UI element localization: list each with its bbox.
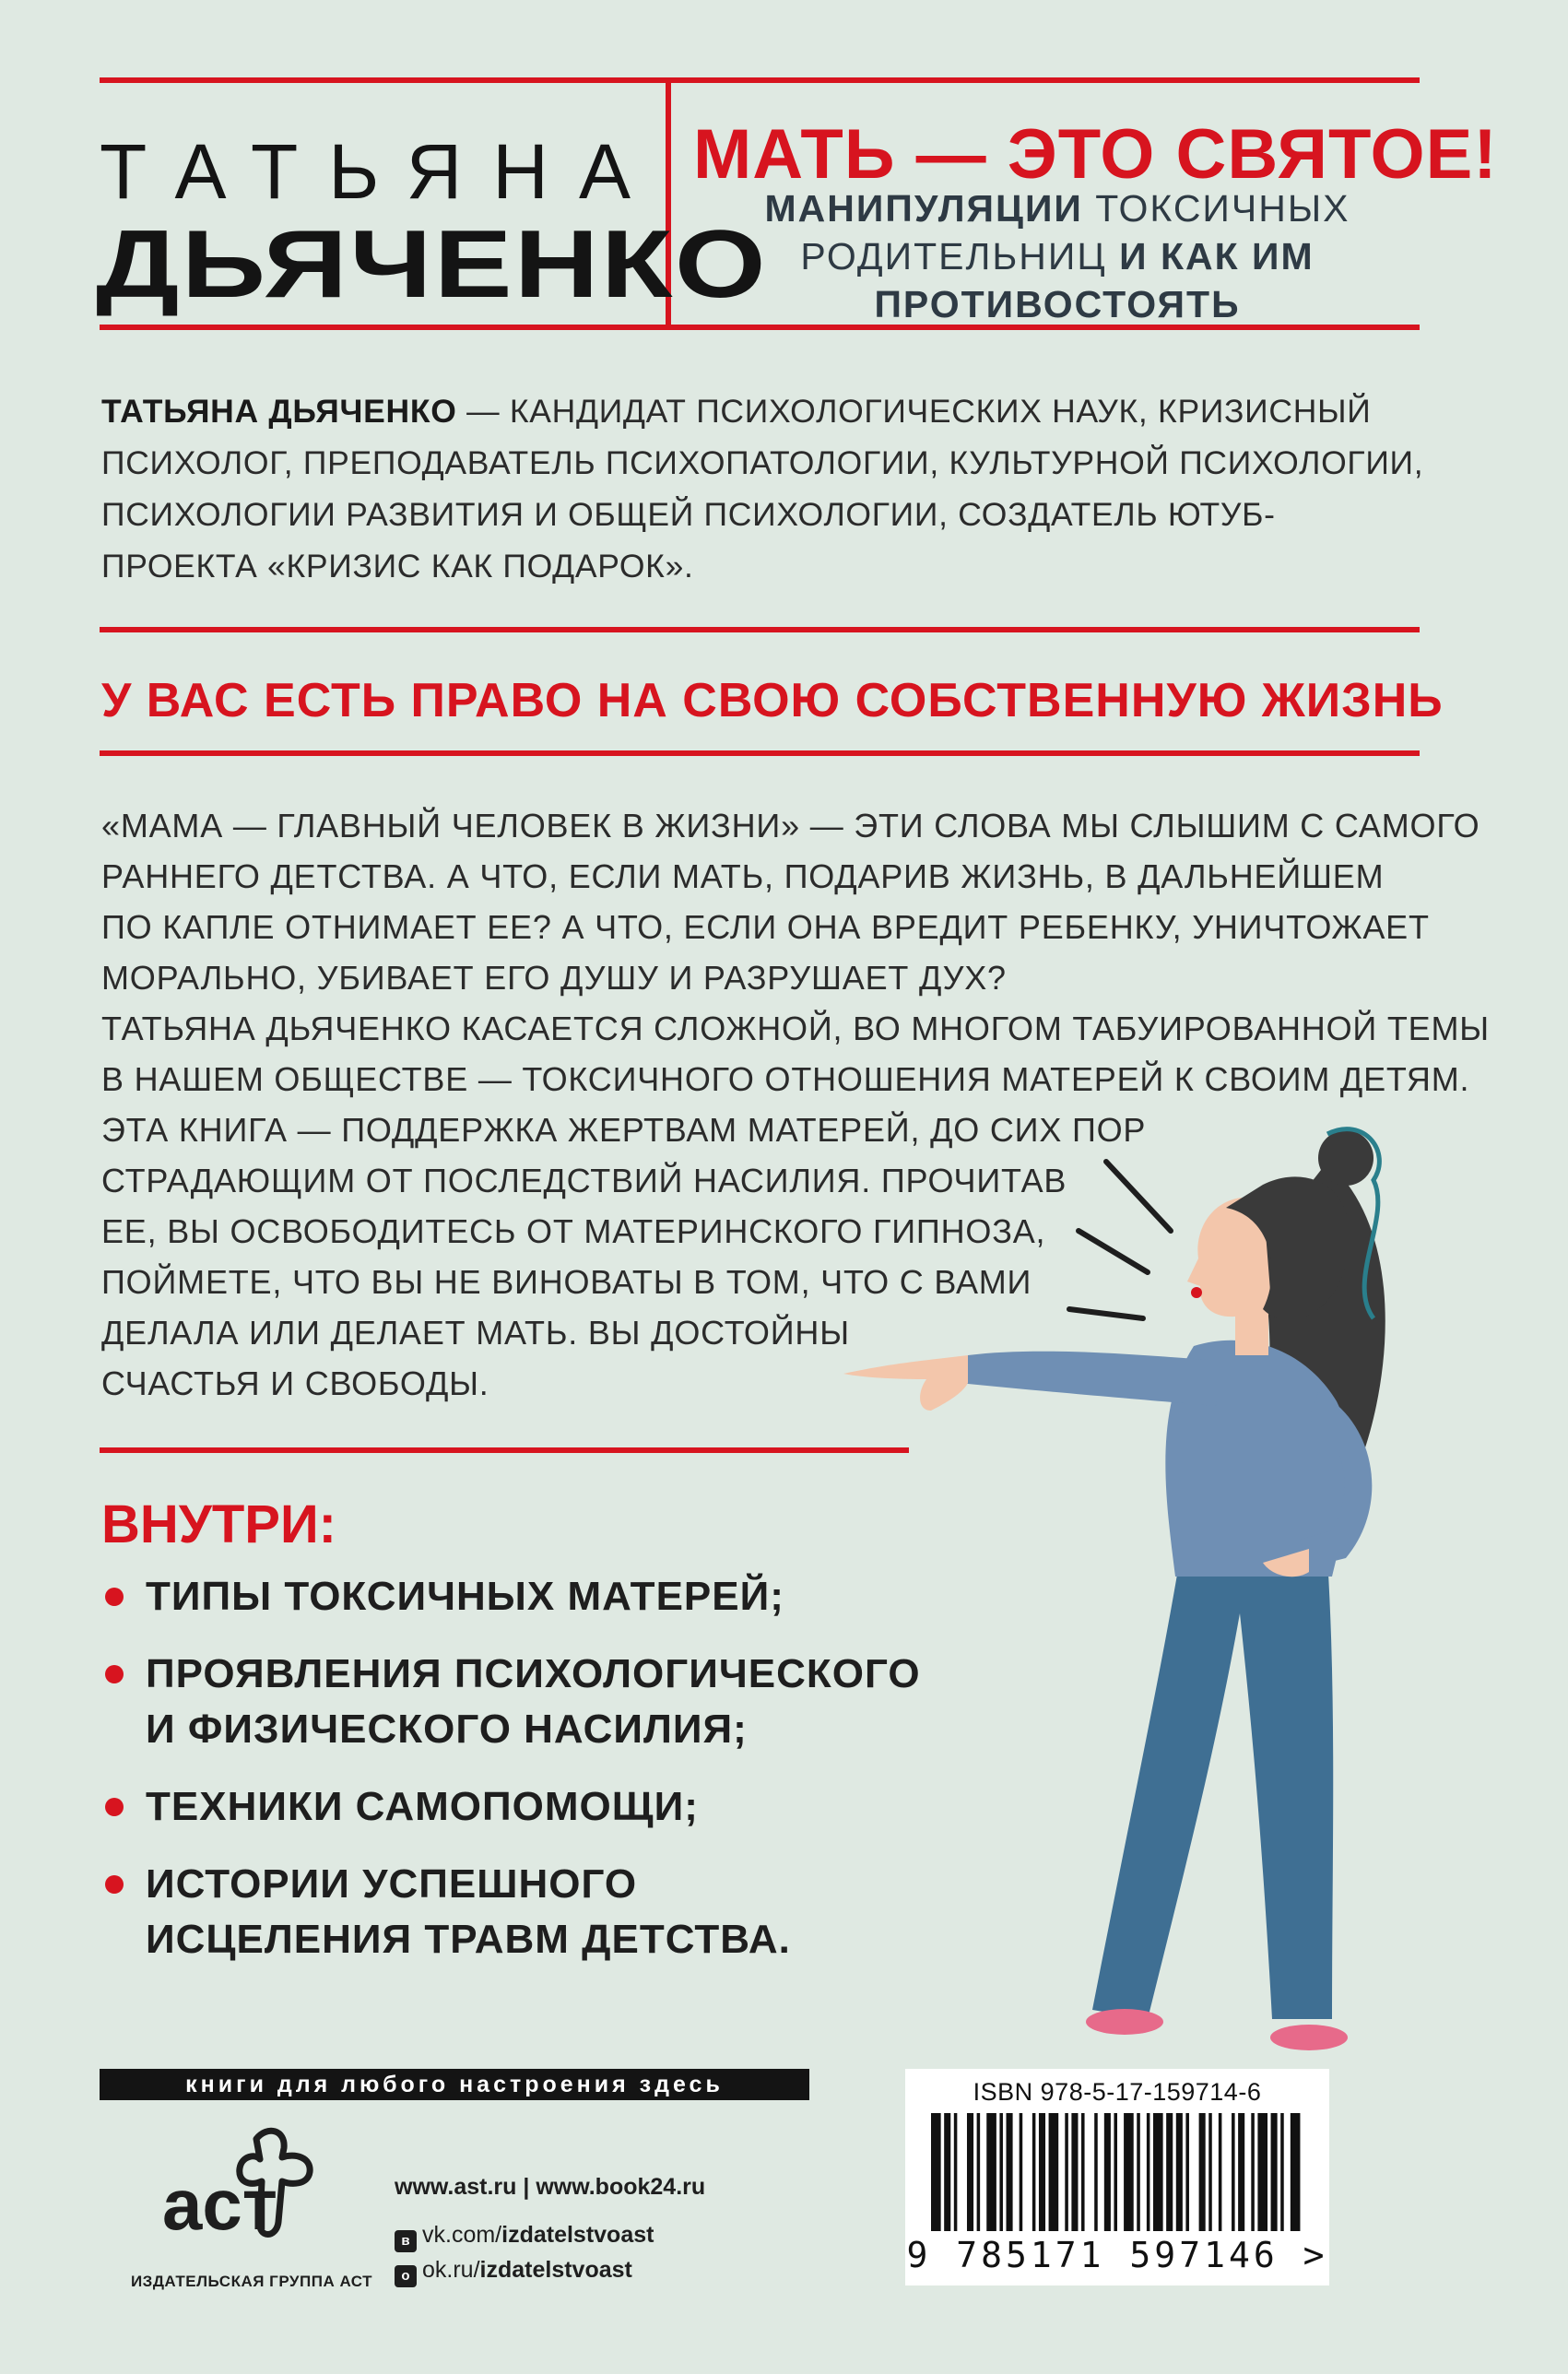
barcode-bar [1065,2113,1068,2231]
barcode-bar [1104,2113,1111,2231]
description-line: ДЕЛАЛА ИЛИ ДЕЛАЕТ МАТЬ. ВЫ ДОСТОЙНЫ [101,1314,850,1352]
description-line: В НАШЕМ ОБЩЕСТВЕ — ТОКСИЧНОГО ОТНОШЕНИЯ МАТЕРЕЙ К СВОИМ ДЕТЯМ. [101,1060,1470,1098]
barcode-bar [1081,2113,1085,2231]
isbn-block [905,2069,1329,2285]
subtitle-line-3: ПРОТИВОСТОЯТЬ [874,283,1241,325]
description-line: ПОЙМЕТЕ, ЧТО ВЫ НЕ ВИНОВАТЫ В ТОМ, ЧТО С ВАМИ [101,1263,1032,1301]
barcode-digits: 9 785171 597146 > [906,2235,1328,2275]
description-line: «МАМА — ГЛАВНЫЙ ЧЕЛОВЕК В ЖИЗНИ» — ЭТИ СЛОВА МЫ СЛЫШИМ С САМОГО [101,807,1480,844]
inside-item: ТЕХНИКИ САМОПОМОЩИ; [101,1779,931,1835]
description-line: ТАТЬЯНА ДЬЯЧЕНКО КАСАЕТСЯ СЛОЖНОЙ, ВО МНОГОМ ТАБУИРОВАННОЙ ТЕМЫ [101,1010,1490,1047]
inside-item: ТИПЫ ТОКСИЧНЫХ МАТЕРЕЙ; [101,1569,931,1624]
description-line: МОРАЛЬНО, УБИВАЕТ ЕГО ДУШУ И РАЗРУШАЕТ ДУХ? [101,959,1007,997]
barcode-bar [1153,2113,1163,2231]
barcode-bar [1147,2113,1150,2231]
author-bio [101,385,1429,592]
description-line: СЧАСТЬЯ И СВОБОДЫ. [101,1364,489,1402]
barcode-bar [967,2113,973,2231]
description-line: ЭТА КНИГА — ПОДДЕРЖКА ЖЕРТВАМ МАТЕРЕЙ, ДО СИХ ПОР [101,1111,1147,1149]
barcode-bar [1271,2113,1278,2231]
barcode-bar [1199,2113,1206,2231]
barcode-bar [1094,2113,1098,2231]
book-subtitle [693,184,1421,328]
inside-item: ПРОЯВЛЕНИЯ ПСИХОЛОГИЧЕСКОГО И ФИЗИЧЕСКОГО НАСИЛИЯ; [101,1647,931,1757]
logo-text: аст [162,2164,277,2245]
barcode-bar [1039,2113,1045,2231]
barcode-bar [944,2113,950,2231]
inside-item: ИСТОРИИ УСПЕШНОГО ИСЦЕЛЕНИЯ ТРАВМ ДЕТСТВА. [101,1857,931,1967]
barcode-bar [1137,2113,1140,2231]
barcode [929,2113,1305,2231]
publisher-name: ИЗДАТЕЛЬСКАЯ ГРУППА АСТ [130,2273,373,2290]
slogan: У ВАС ЕСТЬ ПРАВО НА СВОЮ СОБСТВЕННУЮ ЖИЗНЬ [101,674,1444,727]
ok-link[interactable]: о ok.ru/izdatelstvoast [395,2257,632,2287]
barcode-bar [1219,2113,1222,2231]
barcode-bar [986,2113,996,2231]
barcode-bar [1114,2113,1117,2231]
barcode-bar [1007,2113,1013,2231]
inside-list [101,1569,931,1990]
barcode-bar [1291,2113,1301,2231]
barcode-bar [1185,2113,1189,2231]
bio-text: — КАНДИДАТ ПСИХОЛОГИЧЕСКИХ НАУК, КРИЗИСНЫЙ ПСИХОЛОГ, ПРЕПОДАВАТЕЛЬ ПСИХОПАТОЛОГИИ, КУЛЬТУРНОЙ ПСИХОЛОГИИ, ПСИХОЛОГИИ РАЗВИТИЯ И ОБЩЕЙ ПСИХОЛОГИИ, СОЗДАТЕЛЬ ЮТУБ-ПРОЕКТА «КРИЗИС КАК ПОДАРОК». [101,393,1424,585]
barcode-bar [931,2113,941,2231]
inside-rule [100,1447,909,1453]
slogan-top-rule [100,627,1420,632]
header-top-rule [100,77,1420,83]
barcode-bar [1232,2113,1235,2231]
ok-icon: о [395,2265,417,2287]
subtitle-line-2: РОДИТЕЛЬНИЦ И КАК ИМ [800,235,1315,278]
publisher-sites[interactable]: www.ast.ru | www.book24.ru [395,2174,706,2200]
tagline-bar: книги для любого настроения здесь [100,2069,809,2100]
barcode-bar [1238,2113,1244,2231]
barcode-bar [977,2113,981,2231]
barcode-bar [954,2113,958,2231]
book-title: МАТЬ — ЭТО СВЯТОЕ! [693,115,1498,194]
description-line: СТРАДАЮЩИМ ОТ ПОСЛЕДСТВИЙ НАСИЛИЯ. ПРОЧИТАВ [101,1162,1067,1199]
barcode-bar [1124,2113,1134,2231]
barcode-bar [999,2113,1003,2231]
barcode-bar [1166,2113,1173,2231]
barcode-bar [1280,2113,1284,2231]
barcode-bar [1251,2113,1255,2231]
barcode-bar [1257,2113,1267,2231]
author-last-name: ДЬЯЧЕНКО [96,211,769,318]
vk-link[interactable]: в vk.com/izdatelstvoast [395,2222,654,2252]
barcode-bar [1020,2113,1023,2231]
slogan-bottom-rule [100,750,1420,756]
barcode-bar [1032,2113,1036,2231]
ast-logo [157,2120,332,2250]
barcode-bar [1071,2113,1078,2231]
description-line: ПО КАПЛЕ ОТНИМАЕТ ЕЕ? А ЧТО, ЕСЛИ ОНА ВРЕДИТ РЕБЕНКУ, УНИЧТОЖАЕТ [101,908,1430,946]
shout-lines-icon [1069,1162,1171,1318]
inside-title: ВНУТРИ: [101,1494,336,1554]
description-line: ЕЕ, ВЫ ОСВОБОДИТЕСЬ ОТ МАТЕРИНСКОГО ГИПНОЗА, [101,1212,1046,1250]
subtitle-line-1: МАНИПУЛЯЦИИ ТОКСИЧНЫХ [764,187,1350,230]
isbn-label: ISBN 978-5-17-159714-6 [973,2078,1262,2106]
barcode-bar [1176,2113,1183,2231]
barcode-bar [1049,2113,1059,2231]
vk-icon: в [395,2230,417,2252]
description-line: РАННЕГО ДЕТСТВА. А ЧТО, ЕСЛИ МАТЬ, ПОДАРИВ ЖИЗНЬ, В ДАЛЬНЕЙШЕМ [101,857,1385,895]
bio-name: ТАТЬЯНА ДЬЯЧЕНКО [101,393,457,430]
barcode-bar [1208,2113,1212,2231]
author-first-name: ТАТЬЯНА [100,128,661,215]
